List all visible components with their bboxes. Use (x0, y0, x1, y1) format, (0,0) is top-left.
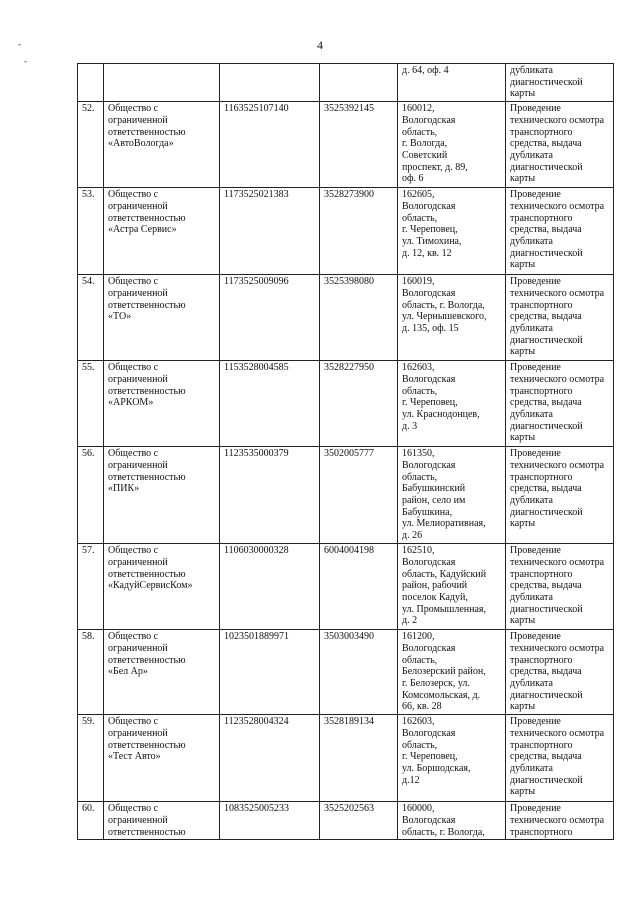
address-cell: 162603, Вологодская область, г. Череповец, ул. Краснодонцев, д. 3 (398, 361, 506, 447)
address-cell: 161200, Вологодская область, Белозерский район, г. Белозерск, ул. Комсомольская, д. 66, кв. 28 (398, 630, 506, 715)
service-cell: Проведение технического осмотра транспортного средства, выдача дубликата диагностической карты (506, 544, 614, 630)
inn-cell: 3528227950 (320, 361, 398, 447)
address-cell: д. 64, оф. 4 (398, 64, 506, 102)
service-cell: Проведение технического осмотра транспортного средства, выдача дубликата диагностической карты (506, 361, 614, 447)
ogrn-cell: 1106030000328 (220, 544, 320, 630)
service-cell: Проведение технического осмотра транспортного (506, 802, 614, 840)
address-cell: 160019, Вологодская область, г. Вологда, ул. Чернышевского, д. 135, оф. 15 (398, 275, 506, 361)
ogrn-cell: 1153528004585 (220, 361, 320, 447)
organization-name-cell: Общество с ограниченной ответственностью «Тест Авто» (104, 715, 220, 802)
row-number-cell: 53. (78, 188, 104, 275)
row-number-cell: 55. (78, 361, 104, 447)
service-cell: Проведение технического осмотра транспортного средства, выдача дубликата диагностической карты (506, 715, 614, 802)
address-cell: 161350, Вологодская область, Бабушкинский район, село им Бабушкина, ул. Мелиоративная, д. 26 (398, 447, 506, 544)
address-cell: 162603, Вологодская область, г. Череповец, ул. Боршодская, д.12 (398, 715, 506, 802)
ogrn-cell: 1163525107140 (220, 102, 320, 188)
ogrn-cell: 1083525005233 (220, 802, 320, 840)
inn-cell: 3528273900 (320, 188, 398, 275)
table-row (78, 447, 614, 544)
registry-table (77, 63, 614, 840)
service-cell: Проведение технического осмотра транспортного средства, выдача дубликата диагностической карты (506, 447, 614, 544)
inn-cell: 3525398080 (320, 275, 398, 361)
service-cell: Проведение технического осмотра транспортного средства, выдача дубликата диагностической карты (506, 188, 614, 275)
table-row (78, 275, 614, 361)
ogrn-cell: 1123535000379 (220, 447, 320, 544)
address-cell: 160012, Вологодская область, г. Вологда, Советский проспект, д. 89, оф. 6 (398, 102, 506, 188)
address-cell: 160000, Вологодская область, г. Вологда, (398, 802, 506, 840)
service-cell: дубликата диагностической карты (506, 64, 614, 102)
table-row (78, 64, 614, 102)
address-cell: 162605, Вологодская область, г. Череповец, ул. Тимохина, д. 12, кв. 12 (398, 188, 506, 275)
table-row (78, 715, 614, 802)
inn-cell: 3528189134 (320, 715, 398, 802)
inn-cell: 3525392145 (320, 102, 398, 188)
inn-cell (320, 64, 398, 102)
table-row (78, 361, 614, 447)
row-number-cell: 56. (78, 447, 104, 544)
ogrn-cell: 1023501889971 (220, 630, 320, 715)
row-number-cell: 57. (78, 544, 104, 630)
organization-name-cell: Общество с ограниченной ответственностью «ПИК» (104, 447, 220, 544)
registry-table-body (78, 64, 614, 840)
service-cell: Проведение технического осмотра транспортного средства, выдача дубликата диагностической карты (506, 630, 614, 715)
ogrn-cell (220, 64, 320, 102)
table-row (78, 102, 614, 188)
organization-name-cell: Общество с ограниченной ответственностью «КадуйСервисКом» (104, 544, 220, 630)
inn-cell: 3503003490 (320, 630, 398, 715)
service-cell: Проведение технического осмотра транспортного средства, выдача дубликата диагностической карты (506, 275, 614, 361)
service-cell: Проведение технического осмотра транспортного средства, выдача дубликата диагностической карты (506, 102, 614, 188)
page-number: 4 (317, 38, 323, 52)
row-number-cell: 60. (78, 802, 104, 840)
ogrn-cell: 1173525021383 (220, 188, 320, 275)
row-number-cell: 54. (78, 275, 104, 361)
organization-name-cell: Общество с ограниченной ответственностью «АРКОМ» (104, 361, 220, 447)
address-cell: 162510, Вологодская область, Кадуйский район, рабочий поселок Кадуй, ул. Промышленная, д. 2 (398, 544, 506, 630)
table-row (78, 188, 614, 275)
table-row (78, 630, 614, 715)
ogrn-cell: 1123528004324 (220, 715, 320, 802)
inn-cell: 3502005777 (320, 447, 398, 544)
table-row (78, 544, 614, 630)
row-number-cell: 59. (78, 715, 104, 802)
organization-name-cell: Общество с ограниченной ответственностью (104, 802, 220, 840)
inn-cell: 6004004198 (320, 544, 398, 630)
organization-name-cell: Общество с ограниченной ответственностью «Бел Ар» (104, 630, 220, 715)
table-row (78, 802, 614, 840)
organization-name-cell: Общество с ограниченной ответственностью «АвтоВологда» (104, 102, 220, 188)
row-number-cell (78, 64, 104, 102)
margin-mark: - (18, 39, 21, 49)
organization-name-cell: Общество с ограниченной ответственностью «ТО» (104, 275, 220, 361)
row-number-cell: 58. (78, 630, 104, 715)
margin-mark: - (24, 56, 27, 66)
inn-cell: 3525202563 (320, 802, 398, 840)
ogrn-cell: 1173525009096 (220, 275, 320, 361)
organization-name-cell (104, 64, 220, 102)
row-number-cell: 52. (78, 102, 104, 188)
organization-name-cell: Общество с ограниченной ответственностью «Астра Сервис» (104, 188, 220, 275)
